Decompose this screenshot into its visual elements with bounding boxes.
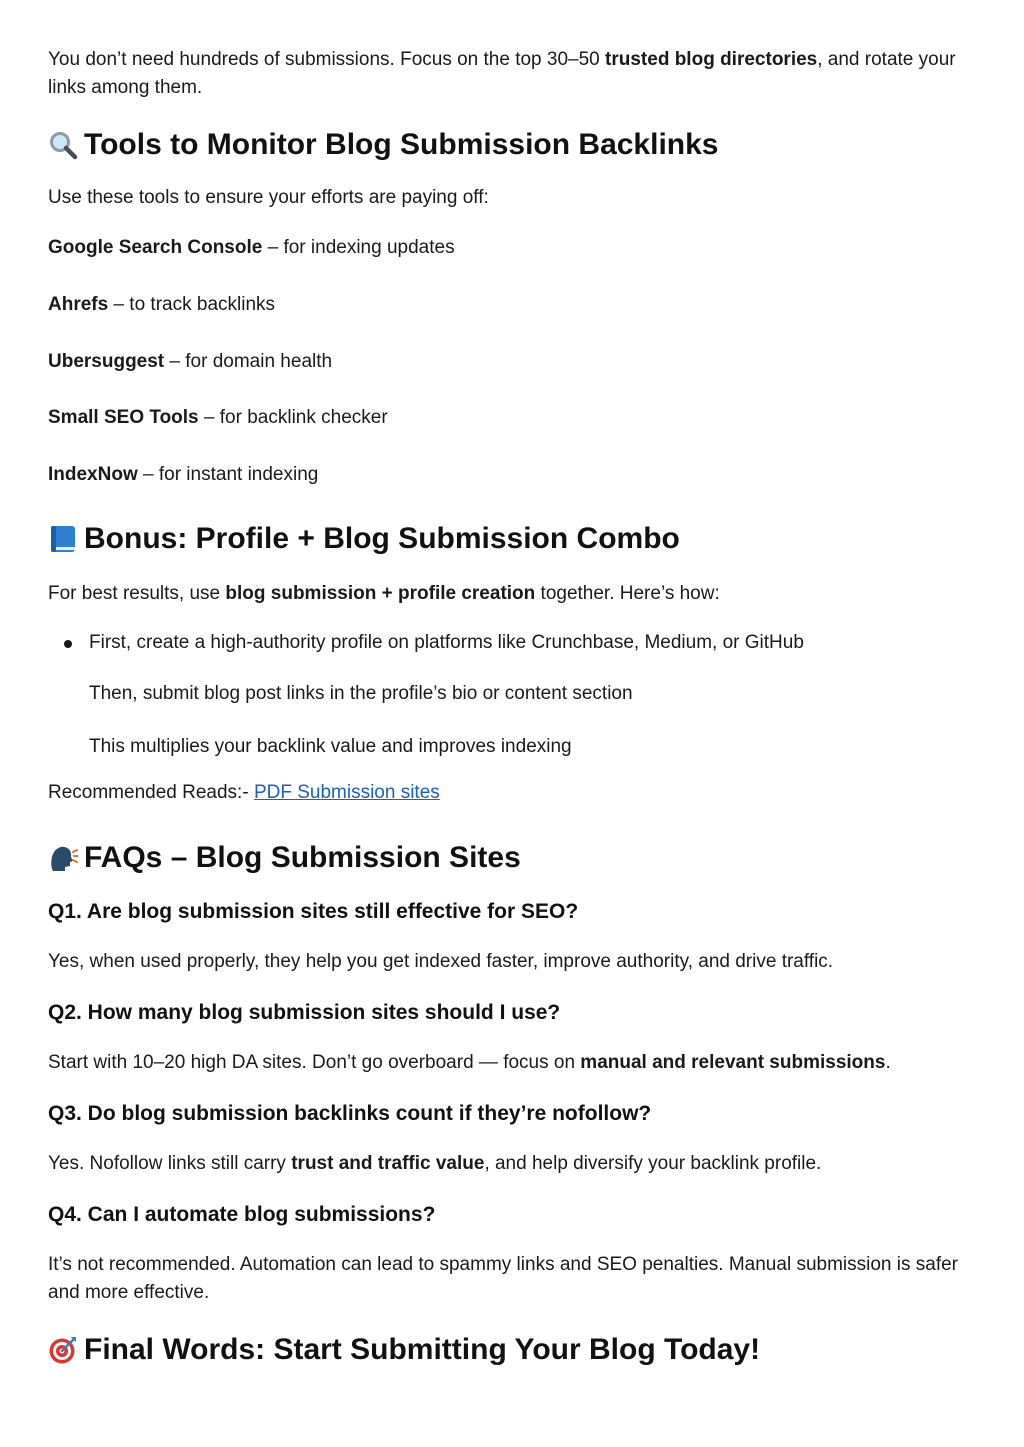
bonus-lead-bold: blog submission + profile creation: [225, 583, 536, 604]
faq-answer-text-end: , and help diversify your backlink profile.: [484, 1153, 822, 1174]
tool-item: [48, 461, 318, 489]
intro-text-end: , and rotate your links among them.: [48, 49, 956, 98]
bonus-heading-text: Bonus: Profile + Blog Submission Combo: [84, 522, 680, 555]
faq-answer-bold: trust and traffic value: [291, 1153, 485, 1174]
tool-name: IndexNow: [48, 464, 138, 485]
tools-heading-text: Tools to Monitor Blog Submission Backlinks: [84, 128, 719, 161]
tools-heading: [48, 127, 718, 163]
faq-answer-text: Yes. Nofollow links still carry: [48, 1153, 292, 1174]
bonus-step-text: First, create a high-authority profile on platforms like Crunchbase, Medium, or GitHub: [89, 632, 804, 653]
tool-desc: – to track backlinks: [108, 294, 276, 315]
tool-desc: – for backlink checker: [198, 407, 388, 428]
faq-question: Q4. Can I automate blog submissions?: [48, 1203, 436, 1226]
bonus-step-text: Then, submit blog post links in the profile’s bio or content section: [89, 683, 633, 704]
tool-item: [48, 234, 455, 262]
tool-name: Google Search Console: [48, 237, 263, 258]
faq-question: Q2. How many blog submission sites should I use?: [48, 1001, 561, 1024]
tool-desc: – for domain health: [164, 351, 333, 372]
tool-item: [48, 291, 275, 319]
intro-text: You don’t need hundreds of submissions. Focus on the top 30–50: [48, 49, 606, 70]
tool-name: Ahrefs: [48, 294, 109, 315]
intro-paragraph: [48, 46, 978, 102]
tool-desc: – for indexing updates: [262, 237, 455, 258]
faqs-heading-text: FAQs – Blog Submission Sites: [84, 841, 521, 874]
target-icon: [48, 1335, 78, 1365]
bonus-lead-text-end: together. Here’s how:: [535, 583, 720, 604]
bonus-lead-text: For best results, use: [48, 583, 226, 604]
faq-question: Q1. Are blog submission sites still effective for SEO?: [48, 900, 579, 923]
bullet-dot: [64, 640, 72, 648]
recommended-label: Recommended Reads:-: [48, 782, 254, 803]
speaking-head-icon: [48, 843, 78, 873]
bonus-lead: [48, 580, 720, 608]
tool-name: Small SEO Tools: [48, 407, 199, 428]
faq-answer: [48, 1150, 821, 1178]
faq-answer-bold: manual and relevant submissions: [580, 1052, 886, 1073]
bonus-step: [48, 629, 978, 657]
tool-item: [48, 348, 332, 376]
final-heading-text: Final Words: Start Submitting Your Blog Today!: [84, 1333, 761, 1366]
faq-answer: It’s not recommended. Automation can lead to spammy links and SEO penalties. Manual submission is safer and more effective.: [48, 1254, 958, 1303]
tools-lead: Use these tools to ensure your efforts are paying off:: [48, 187, 489, 208]
faq-answer: [48, 1049, 891, 1077]
faqs-heading: [48, 840, 521, 876]
blue-book-icon: [48, 524, 78, 554]
final-heading: [48, 1332, 760, 1368]
magnifier-icon: [48, 130, 78, 160]
bonus-step-text: This multiplies your backlink value and improves indexing: [89, 736, 572, 757]
faq-answer-text: Start with 10–20 high DA sites. Don’t go overboard — focus on: [48, 1052, 581, 1073]
bonus-heading: [48, 521, 680, 557]
faq-answer: Yes, when used properly, they help you get indexed faster, improve authority, and drive traffic.: [48, 951, 834, 972]
faq-answer-text-end: .: [885, 1052, 891, 1073]
pdf-submission-link[interactable]: PDF Submission sites: [253, 782, 440, 803]
tool-desc: – for instant indexing: [137, 464, 319, 485]
faq-question: Q3. Do blog submission backlinks count if they’re nofollow?: [48, 1102, 652, 1125]
recommended-reads: [48, 779, 440, 807]
tool-name: Ubersuggest: [48, 351, 165, 372]
intro-bold: trusted blog directories: [605, 49, 818, 70]
tool-item: [48, 404, 388, 432]
